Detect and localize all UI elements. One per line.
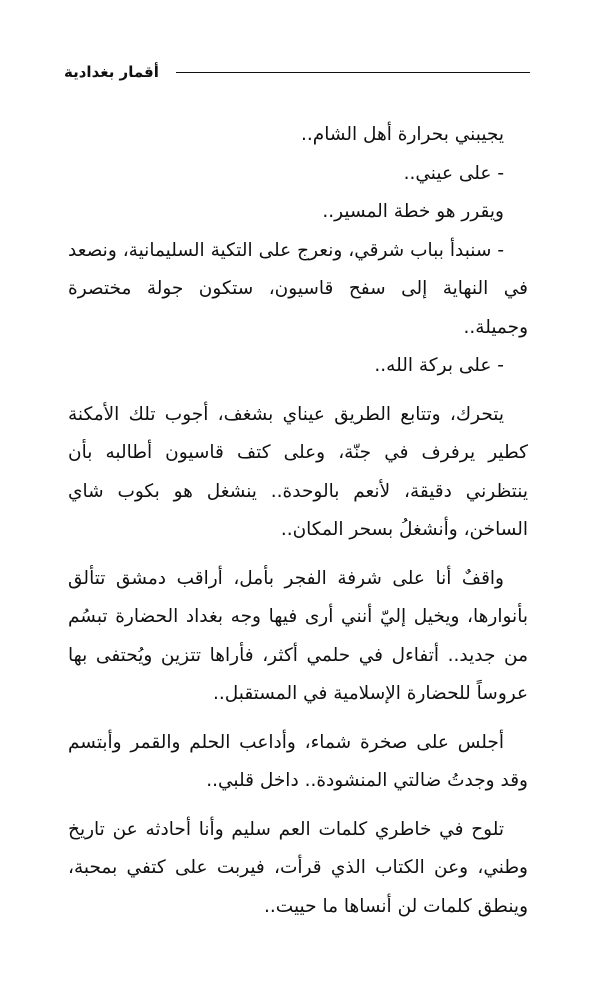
dialogue-line: - سنبدأ بباب شرقي، ونعرج على التكية السليمانية، ونصعد في النهاية إلى سفح قاسيون، ستكون جولة مختصرة وجميلة.. (68, 239, 528, 338)
running-header (64, 58, 530, 86)
paragraph: يجيبني بحرارة أهل الشام.. (300, 124, 504, 145)
paragraph: واقفٌ أنا على شرفة الفجر بأمل، أراقب دمشق تتألق بأنوارها، ويخيل إليّ أنني أرى فيها وجه بغداد الحضارة تبسُم من جديد.. أتفاءل في حلمي أكثر، فأراها تتزين ويُحتفى بها عروساً للحضارة الإسلامية في المستقبل.. (68, 567, 528, 704)
running-header-title: أقمار بغدادية (64, 63, 159, 81)
dialogue-line: - على عيني.. (403, 162, 504, 184)
body-text (68, 116, 528, 926)
paragraph: أجلس على صخرة شماء، وأداعب الحلم والقمر وأبتسم وقد وجدتُ ضالتي المنشودة.. داخل قلبي.. (68, 731, 528, 791)
paragraph: يتحرك، وتتابع الطريق عيناي بشغف، أجوب تلك الأمكنة كطير يرفرف في جنّة، وعلى كتف قاسيون أطالبه بأن ينتظرني دقيقة، لأنعم بالوحدة.. ينشغل هو بكوب شاي الساخن، وأنشغلُ بسحر المكان.. (68, 403, 528, 540)
paragraph: ويقرر هو خطة المسير.. (322, 201, 504, 222)
header-rule (176, 72, 530, 73)
paragraph: تلوح في خاطري كلمات العم سليم وأنا أحادثه عن تاريخ وطني، وعن الكتاب الذي قرأت، فيربت على كتفي بمحبة، وينطق كلمات لن أنساها ما حييت.. (68, 818, 528, 917)
dialogue-line: - على بركة الله.. (374, 355, 504, 376)
